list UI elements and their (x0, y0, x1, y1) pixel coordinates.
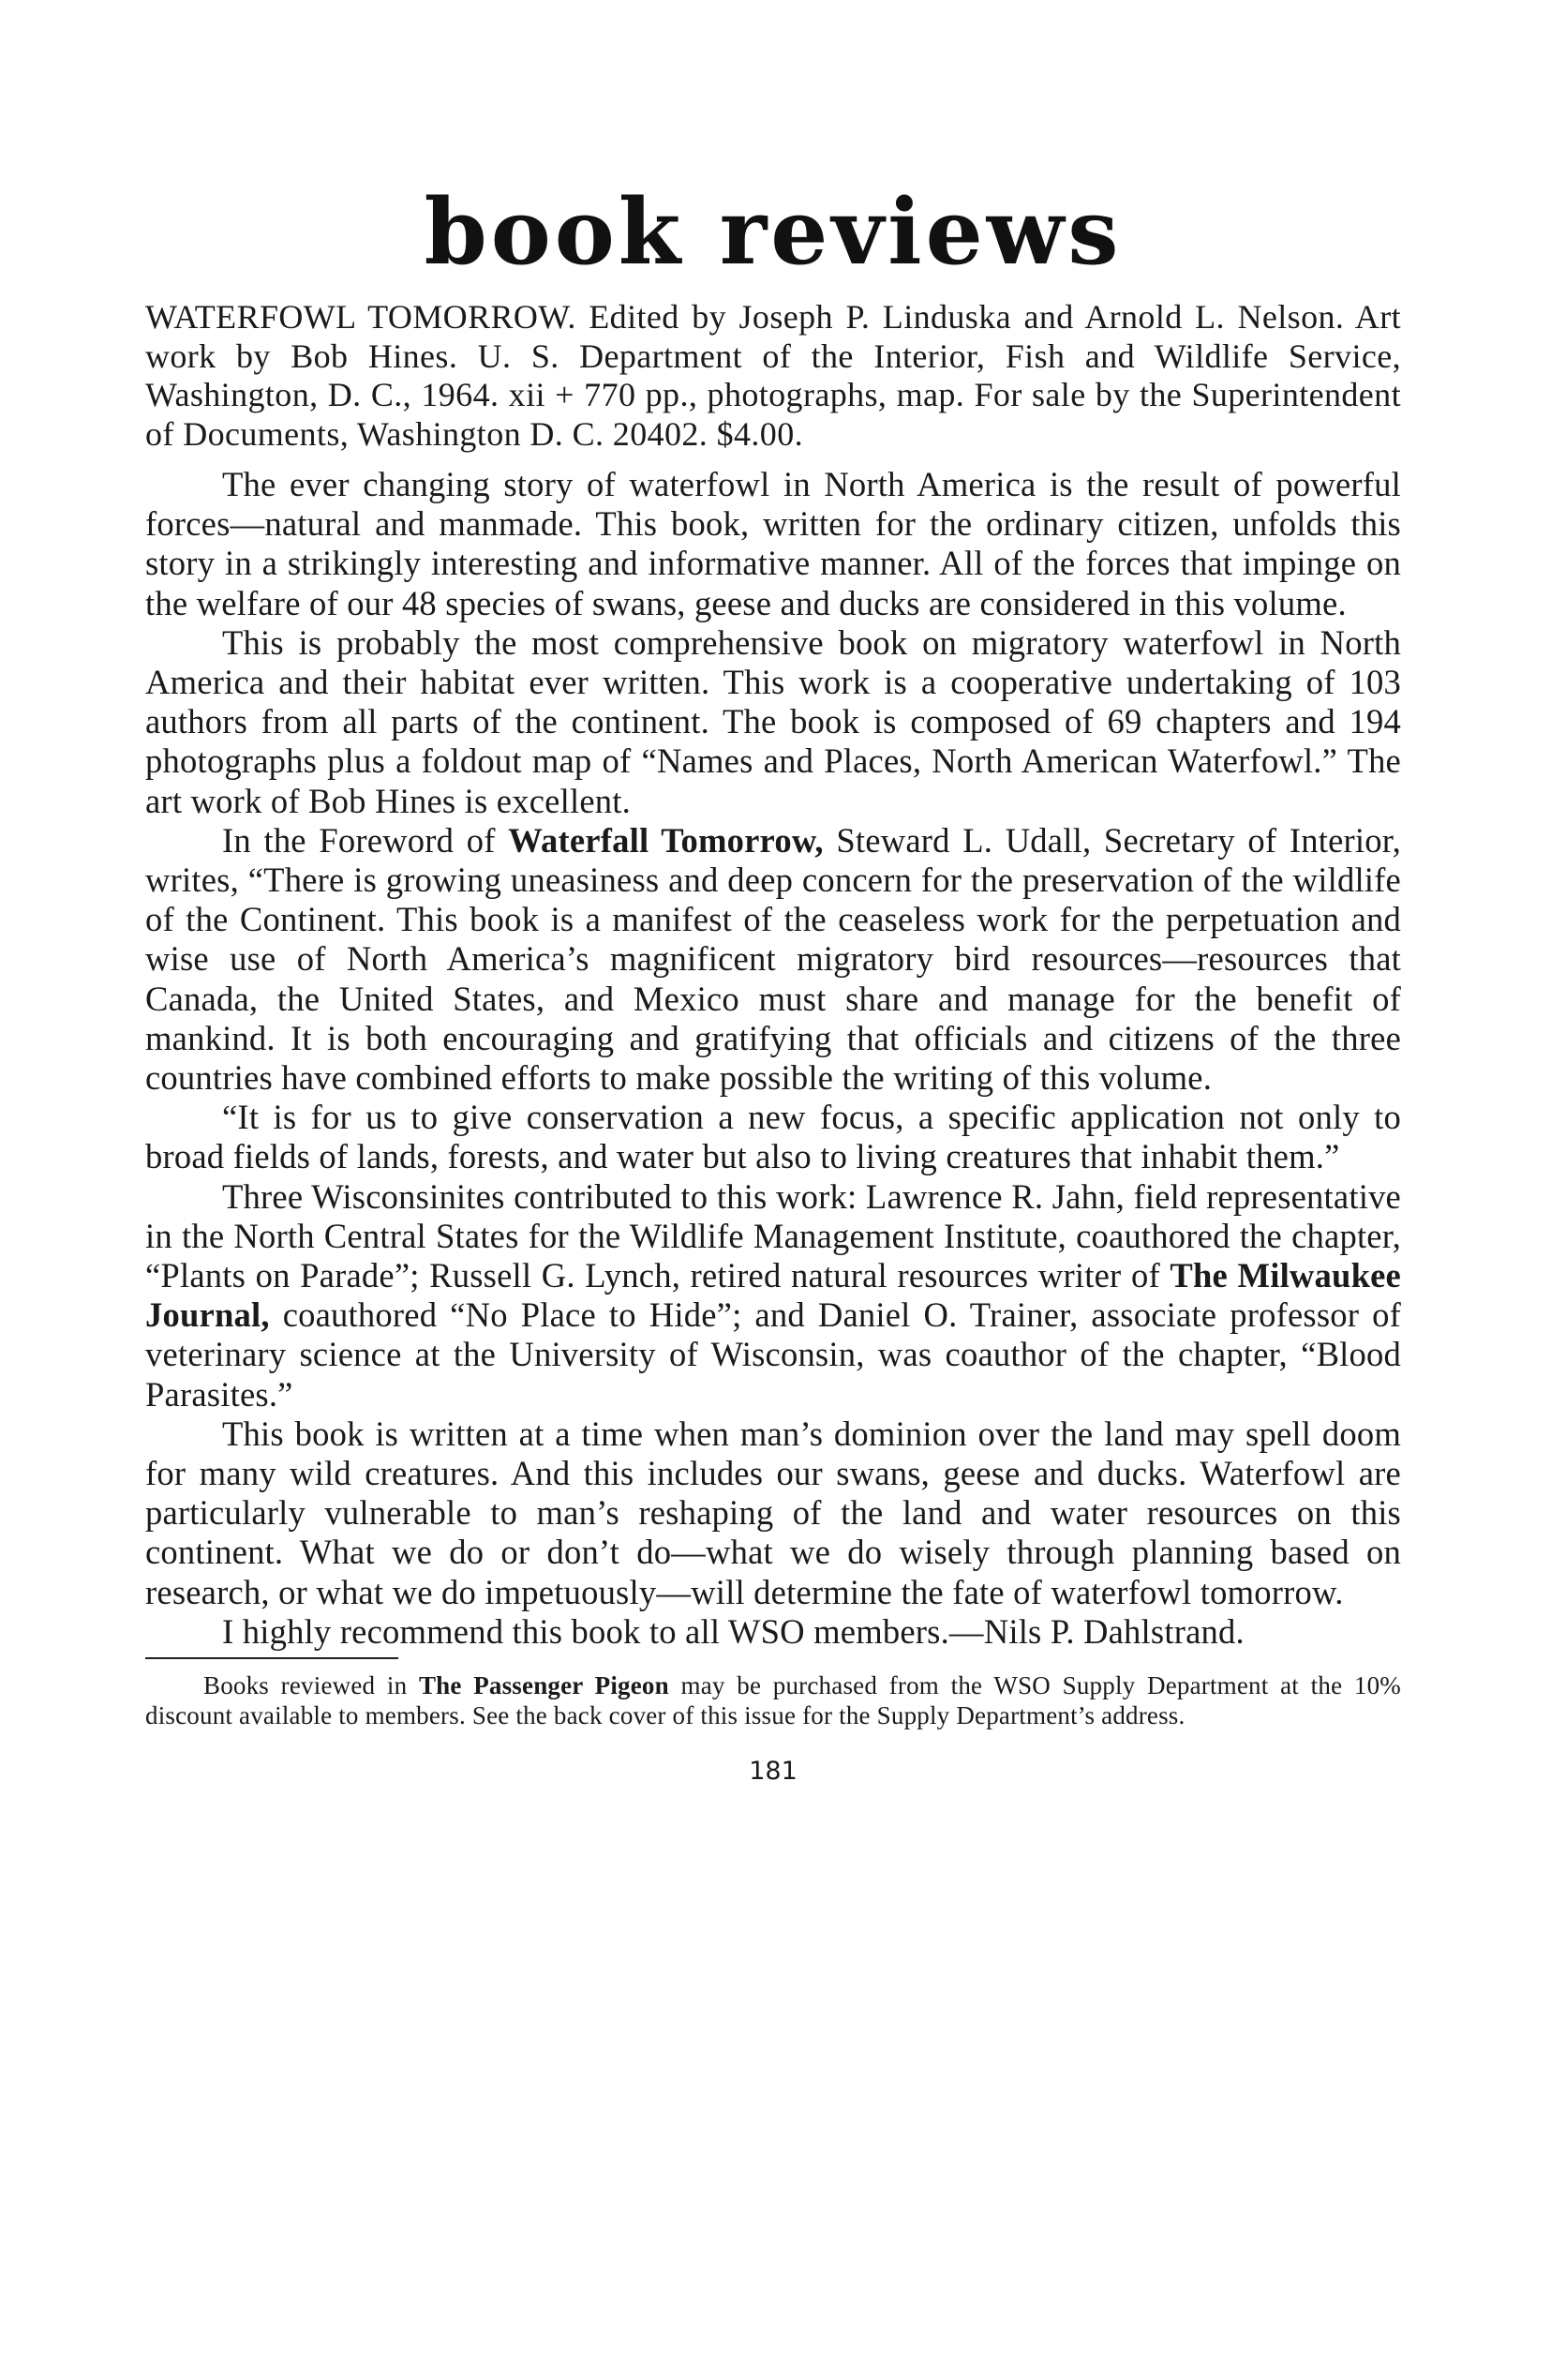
paragraph-5-text-a: Three Wisconsinites contributed to this work: Lawrence R. Jahn, field representative in the North Central States for the Wildlife Management Institute, coauthored the chapter, “Plants on Parade”; Russell G. Lynch, retired natural resources writer of (145, 1176, 1401, 1295)
book-citation: WATERFOWL TOMORROW. Edited by Joseph P. Linduska and Arnold L. Nelson. Art work by Bob Hines. U. S. Department of the Interior, Fish and Wildlife Service, Washington, D. C., 1964. xii + 770 pp., photographs, map. For sale by the Superintendent of Documents, Washington D. C. 20402. $4.00. (145, 298, 1401, 453)
review-body (145, 465, 1401, 1652)
review-paragraph-7: I highly recommend this book to all WSO members.—Nils P. Dahlstrand. (222, 1611, 1245, 1651)
paragraph-5-text-b: coauthored “No Place to Hide”; and Daniel O. Trainer, associate professor of veterinary science at the University of Wisconsin, was coauthor of the chapter, “Blood Parasites.” (145, 1295, 1401, 1414)
newspaper-title-bold: The Milwaukee Journal, (145, 1256, 1401, 1335)
footnote-divider (145, 1657, 398, 1659)
book-title-bold: Waterfall Tomorrow, (508, 820, 824, 860)
footnote (145, 1670, 1401, 1730)
review-paragraph-1: The ever changing story of waterfowl in North America is the result of powerful forces—natural and manmade. This book, written for the ordinary citizen, unfolds this story in a strikingly interesting and informative manner. All of the forces that impinge on the welfare of our 48 species of swans, geese and ducks are considered in this volume. (145, 465, 1401, 622)
review-paragraph-6: This book is written at a time when man’s dominion over the land may spell doom for many wild creatures. And this includes our swans, geese and ducks. Waterfowl are particularly vulnerable to man’s reshaping of the land and water resources on this continent. What we do or don’t do—what we do wisely through planning based on research, or what we do impetuously—will determine the fate of waterfowl tomorrow. (145, 1414, 1401, 1611)
review-paragraph-3 (145, 821, 1401, 1098)
page-heading: book reviews (424, 179, 1123, 285)
footnote-text-a: Books reviewed in (203, 1671, 419, 1700)
footnote-text-b: may be purchased from the WSO Supply Department at the 10% discount available to members. See the back cover of this issue for the Supply Department’s address. (145, 1671, 1401, 1730)
page (145, 179, 1401, 1787)
paragraph-3-text-b: Steward L. Udall, Secretary of Interior, writes, “There is growing uneasiness and deep concern for the preservation of the wildlife of the Continent. This book is a manifest of the ceaseless work for the perpetuation and wise use of North America’s magnificent migratory bird resources—resources that Canada, the United States, and Mexico must share and manage for the benefit of mankind. It is both encouraging and gratifying that officials and citizens of the three countries have combined efforts to make possible the writing of this volume. (145, 820, 1401, 1098)
review-paragraph-5 (145, 1177, 1401, 1415)
journal-title-bold: The Passenger Pigeon (418, 1671, 669, 1700)
paragraph-3-text-a: In the Foreword of (222, 820, 509, 860)
page-number: 181 (749, 1757, 798, 1787)
review-paragraph-4: “It is for us to give conservation a new focus, a specific application not only to broad fields of lands, forests, and water but also to living creatures that inhabit them.” (145, 1098, 1401, 1176)
review-paragraph-2: This is probably the most comprehensive book on migratory waterfowl in North America and their habitat ever written. This work is a cooperative undertaking of 103 authors from all parts of the continent. The book is composed of 69 chapters and 194 photographs plus a foldout map of “Names and Places, North American Waterfowl.” The art work of Bob Hines is excellent. (145, 622, 1401, 820)
